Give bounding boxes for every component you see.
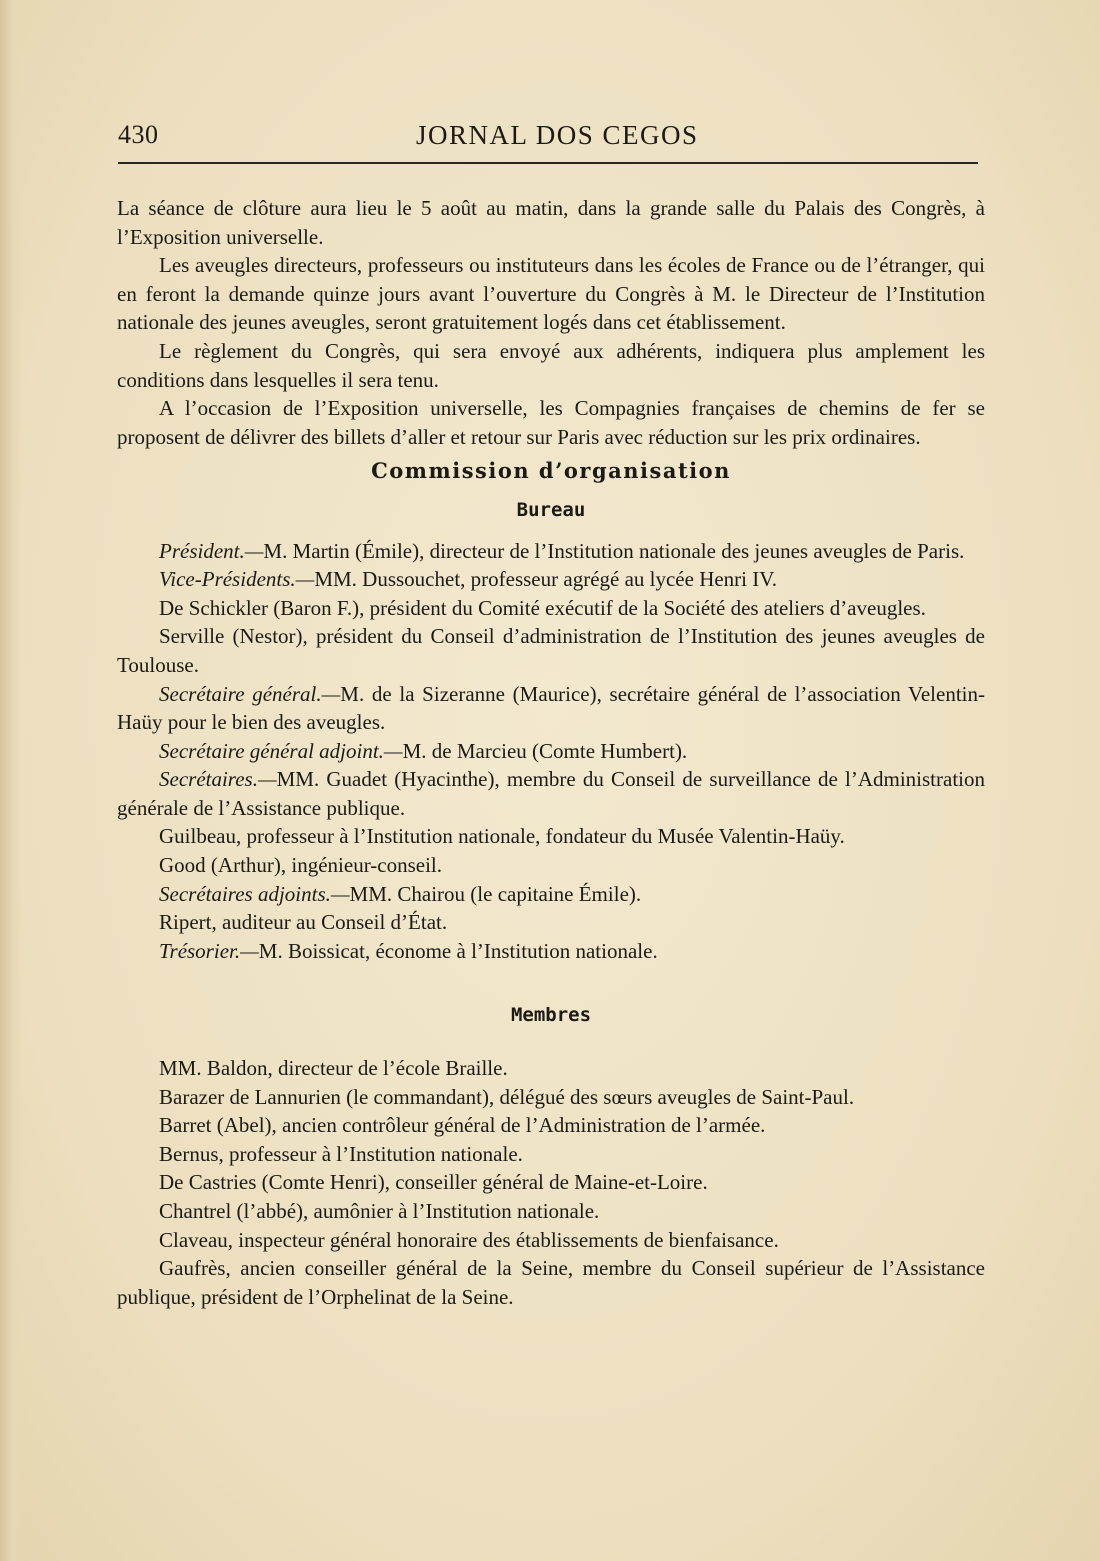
- bureau-text: M. de Marcieu (Comte Humbert).: [402, 738, 688, 763]
- member-entry: De Castries (Comte Henri), conseiller général de Maine-et-Loire.: [159, 1170, 708, 1195]
- bureau-entry: [117, 765, 985, 822]
- member-entry: MM. Baldon, directeur de l’école Braille.: [159, 1056, 508, 1081]
- running-title: JORNAL DOS CEGOS: [416, 120, 699, 150]
- bureau-entry: [117, 880, 985, 909]
- membres-list: [117, 1054, 985, 1311]
- bureau-text: M. Boissicat, économe à l’Institution nationale.: [258, 938, 658, 963]
- intro-paragraph: A l’occasion de l’Exposition universelle, les Compagnies françaises de chemins de fer se proposent de délivrer des billets d’aller et retour sur Paris avec réduction sur les prix ordinaires.: [117, 396, 985, 449]
- bureau-entry: [117, 851, 985, 880]
- bureau-role: Président.—: [159, 538, 264, 563]
- bureau-role: Trésorier.—: [159, 938, 259, 963]
- bureau-text: MM. Guadet (Hyacinthe), membre du Conseil de surveillance de l’Administration générale de l’Assistance publique.: [117, 767, 985, 820]
- intro-paragraph: La séance de clôture aura lieu le 5 août au matin, dans la grande salle du Palais des Congrès, à l’Exposition universelle.: [117, 196, 985, 249]
- bureau-entry: [117, 908, 985, 937]
- bureau-text: MM. Chairou (le capitaine Émile).: [349, 881, 642, 906]
- bureau-text: Ripert, auditeur au Conseil d’État.: [159, 910, 448, 935]
- membres-heading: Membres: [510, 1004, 592, 1027]
- page-edge-shadow: [0, 0, 22, 1561]
- bureau-entry: [117, 737, 985, 766]
- bureau-role: Secrétaires adjoints.—: [159, 881, 350, 906]
- page-header: [118, 120, 980, 160]
- bureau-text: MM. Dussouchet, professeur agrégé au lycée Henri IV.: [314, 567, 777, 592]
- bureau-role: Secrétaires.—: [159, 767, 277, 792]
- bureau-entry: [117, 622, 985, 679]
- bureau-text: Guilbeau, professeur à l’Institution nationale, fondateur du Musée Valentin-Haüy.: [159, 824, 845, 849]
- bureau-role: Secrétaire général.—: [159, 681, 341, 706]
- intro-paragraph: Les aveugles directeurs, professeurs ou instituteurs dans les écoles de France ou de l’étranger, qui en feront la demande quinze jours avant l’ouverture du Congrès à M. le Directeur de l’Institution nationale des jeunes aveugles, seront gratuitement logés dans cet établissement.: [117, 253, 985, 335]
- commission-heading: Commission d’organisation: [371, 458, 731, 484]
- bureau-entry: [117, 537, 985, 566]
- member-entry: Bernus, professeur à l’Institution nationale.: [159, 1141, 523, 1166]
- member-entry: Gaufrès, ancien conseiller général de la Seine, membre du Conseil supérieur de l’Assistance publique, président de l’Orphelinat de la Seine.: [117, 1256, 985, 1309]
- page-number: 430: [118, 120, 159, 149]
- bureau-entry: [117, 822, 985, 851]
- member-entry: Barazer de Lannurien (le commandant), délégué des sœurs aveugles de Saint-Paul.: [159, 1084, 855, 1109]
- header-rule: [118, 162, 978, 164]
- bureau-text: Good (Arthur), ingénieur-conseil.: [159, 853, 442, 878]
- member-entry: Barret (Abel), ancien contrôleur général de l’Administration de l’armée.: [159, 1113, 766, 1138]
- intro-paragraph: Le règlement du Congrès, qui sera envoyé aux adhérents, indiquera plus amplement les conditions dans lesquelles il sera tenu.: [117, 338, 985, 392]
- bureau-entry: [117, 565, 985, 594]
- bureau-role: Vice-Présidents.—: [159, 567, 315, 592]
- body-text: [117, 194, 985, 1311]
- member-entry: Chantrel (l’abbé), aumônier à l’Institution nationale.: [159, 1199, 600, 1223]
- bureau-text: M. Martin (Émile), directeur de l’Institution nationale des jeunes aveugles de Paris.: [263, 538, 965, 563]
- member-entry: Claveau, inspecteur général honoraire des établissements de bienfaisance.: [159, 1227, 779, 1252]
- bureau-entry: [117, 937, 985, 966]
- bureau-entry: [117, 594, 985, 623]
- bureau-entry: [117, 680, 985, 737]
- bureau-heading: Bureau: [516, 498, 586, 521]
- bureau-text: De Schickler (Baron F.), président du Comité exécutif de la Société des ateliers d’aveugles.: [159, 595, 926, 620]
- bureau-text: M. de la Sizeranne (Maurice), secrétaire général de l’association Velentin-Haüy pour le bien des aveugles.: [117, 681, 985, 735]
- bureau-text: Serville (Nestor), président du Conseil d’administration de l’Institution des jeunes aveugles de Toulouse.: [117, 624, 985, 677]
- bureau-list: [117, 537, 985, 966]
- bureau-role: Secrétaire général adjoint.—: [159, 738, 403, 763]
